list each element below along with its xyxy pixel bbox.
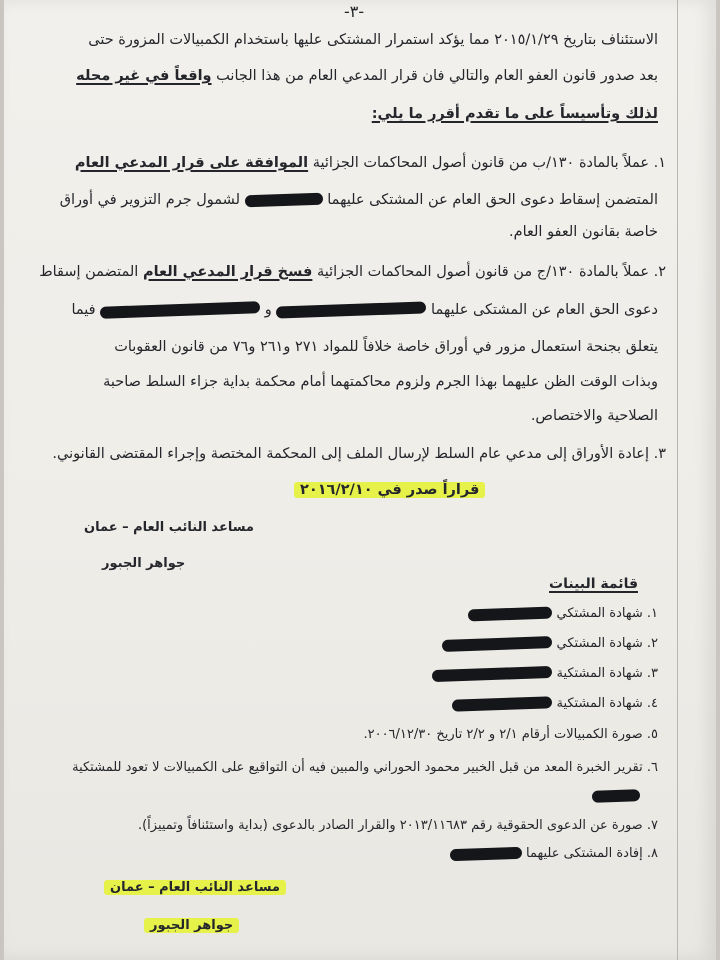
evidence-text: شهادة المشتكية xyxy=(556,696,643,711)
evidence-num: ٣. xyxy=(646,666,658,681)
evidence-text: شهادة المشتكية xyxy=(556,666,643,681)
evidence-item-6-redaction xyxy=(592,785,640,804)
intro-line-2-text: بعد صدور قانون العفو العام والتالي فان قرار المدعي العام من هذا الجانب xyxy=(211,68,658,84)
evidence-text: إفادة المشتكى عليهما xyxy=(526,846,643,861)
evidence-item xyxy=(138,818,658,833)
document-page xyxy=(4,0,716,960)
signature-bottom-title-text: مساعد النائب العام – عمان xyxy=(104,880,286,895)
redaction-mark xyxy=(468,606,552,621)
decision-1-text: عملاً بالمادة ١٣٠/ب من قانون أصول المحاكمات الجزائية xyxy=(308,155,649,171)
evidence-num: ٨. xyxy=(646,846,658,861)
evidence-num: ١. xyxy=(646,606,658,621)
redaction-mark xyxy=(452,696,552,711)
evidence-num: ٤. xyxy=(646,696,658,711)
intro-line-2 xyxy=(76,66,658,86)
decision-2-line-3: يتعلق بجنحة استعمال مزور في أوراق خاصة خلافاً للمواد ٢٧١ و٢٦١ و٧٦ من قانون العقوبات xyxy=(114,339,658,355)
evidence-item xyxy=(468,606,658,621)
signature-bottom-name xyxy=(144,918,239,933)
margin-line xyxy=(677,0,678,960)
decision-2-emphasis: فسخ قرار المدعي العام xyxy=(142,264,313,280)
evidence-num: ٢. xyxy=(646,636,658,651)
decision-1-l2-start: المتضمن إسقاط دعوى الحق العام عن المشتكى عليهما xyxy=(327,192,658,208)
redaction-mark xyxy=(592,789,640,803)
decision-2-line-5: الصلاحية والاختصاص. xyxy=(530,408,658,424)
signature-top-name: جواهر الجبور xyxy=(102,556,186,571)
decision-1-line-2 xyxy=(60,190,658,210)
decision-3-text: إعادة الأوراق إلى مدعي عام السلط لإرسال الملف إلى المحكمة المختصة وإجراء المقتضى القانوني. xyxy=(52,446,649,462)
decision-1-line-1 xyxy=(75,153,666,173)
evidence-num: ٥. xyxy=(646,727,658,742)
decision-3-line-1 xyxy=(52,444,666,464)
decision-2-number: ٢. xyxy=(653,264,666,280)
page-number: -٣- xyxy=(344,2,365,21)
redaction-mark xyxy=(432,665,552,681)
evidence-item xyxy=(452,696,658,711)
decision-2-line-2 xyxy=(71,300,658,320)
decision-date-text: قراراً صدر في ٢٠١٦/٢/١٠ xyxy=(294,482,485,498)
evidence-text: صورة عن الدعوى الحقوقية رقم ٢٠١٣/١١٦٨٣ والقرار الصادر بالدعوى (بداية واستئنافاً وتمييزاً). xyxy=(137,818,643,833)
decision-3-number: ٣. xyxy=(653,446,666,462)
signature-bottom-name-text: جواهر الجبور xyxy=(144,918,239,933)
decision-2-l2-mid: و xyxy=(264,302,272,318)
evidence-text: صورة الكمبيالات أرقام ٢/١ و ٢/٢ تاريخ ٢٠٠٦/١٢/٣٠. xyxy=(363,727,643,742)
intro-line-2-emphasis: واقعاً في غير محله xyxy=(76,68,212,84)
decision-1-number: ١. xyxy=(653,155,666,171)
redaction-mark xyxy=(450,846,522,861)
decision-1-emphasis: الموافقة على قرار المدعي العام xyxy=(74,155,309,171)
evidence-text: تقرير الخبرة المعد من قبل الخبير محمود الحوراني والمبين فيه أن التواقيع على الكمبيالات لا تعود للمشتكية xyxy=(72,760,643,775)
redaction-mark xyxy=(244,193,322,208)
conclusion-heading: لذلك وتأسيساً على ما تقدم أقرر ما يلي: xyxy=(371,106,658,122)
decision-2-l2-end: فيما xyxy=(71,302,96,318)
evidence-text: شهادة المشتكي xyxy=(556,636,643,651)
intro-line-1: الاستئناف بتاريخ ٢٠١٥/١/٢٩ مما يؤكد استمرار المشتكى عليها باستخدام الكمبيالات المزورة حتى xyxy=(88,32,658,48)
evidence-num: ٧. xyxy=(646,818,658,833)
signature-top-title: مساعد النائب العام – عمان xyxy=(84,520,254,535)
signature-bottom-title xyxy=(104,880,286,895)
decision-2-line-1 xyxy=(39,262,666,282)
decision-date xyxy=(294,482,485,498)
redaction-mark xyxy=(100,301,260,319)
evidence-item xyxy=(450,846,658,861)
evidence-num: ٦. xyxy=(646,760,658,775)
evidence-item xyxy=(72,760,658,775)
evidence-heading: قائمة البينات xyxy=(549,576,638,592)
decision-2-line-4: وبذات الوقت الظن عليهما بهذا الجرم ولزوم محاكمتهما أمام محكمة بداية جزاء السلط صاحبة xyxy=(103,374,658,390)
redaction-mark xyxy=(276,301,426,318)
decision-2-l2-start: دعوى الحق العام عن المشتكى عليهما xyxy=(431,302,658,318)
evidence-item xyxy=(432,666,658,681)
decision-2-l1-end: المتضمن إسقاط xyxy=(39,264,143,280)
evidence-text: شهادة المشتكي xyxy=(556,606,643,621)
decision-2-text: عملاً بالمادة ١٣٠/ج من قانون أصول المحاكمات الجزائية xyxy=(312,264,649,280)
evidence-item xyxy=(442,636,658,651)
decision-1-l2-end: لشمول جرم التزوير في أوراق xyxy=(59,192,241,208)
evidence-item xyxy=(363,727,658,742)
decision-1-line-3: خاصة بقانون العفو العام. xyxy=(509,224,658,240)
redaction-mark xyxy=(442,636,552,652)
